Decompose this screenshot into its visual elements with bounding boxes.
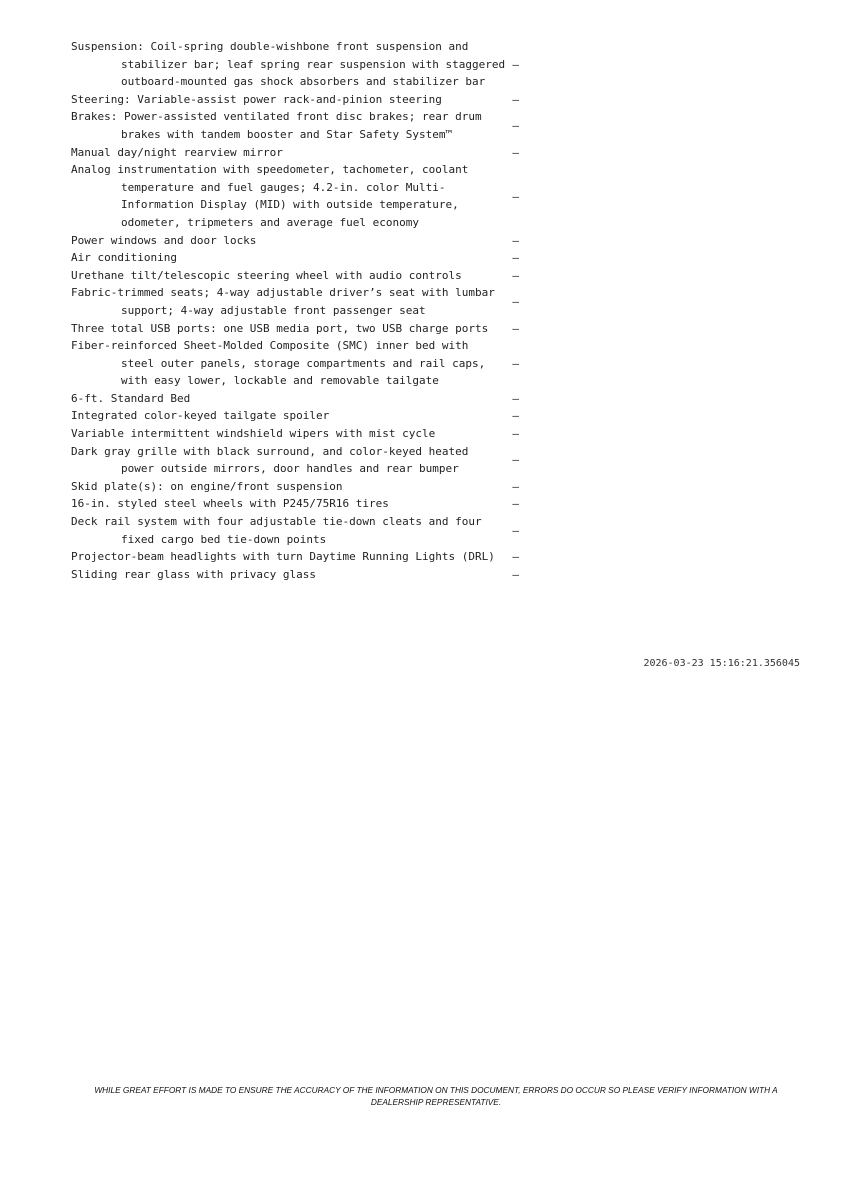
feature-availability: — xyxy=(512,391,519,405)
feature-row xyxy=(71,91,519,109)
feature-row xyxy=(71,284,519,319)
feature-availability: — xyxy=(512,119,519,133)
feature-description: Skid plate(s): on engine/front suspension xyxy=(71,479,343,493)
feature-availability: — xyxy=(512,233,519,247)
feature-description: Fiber-reinforced Sheet-Molded Composite (SMC) inner bed with steel outer panels, storage compartments and rail caps, with easy lower, lockable and removable tailgate xyxy=(71,339,486,388)
feature-availability: — xyxy=(512,427,519,441)
feature-description: 16-in. styled steel wheels with P245/75R16 tires xyxy=(71,497,389,511)
feature-description: Power windows and door locks xyxy=(71,233,257,247)
feature-availability: — xyxy=(512,567,519,581)
feature-row xyxy=(71,407,519,425)
feature-description: Variable intermittent windshield wipers with mist cycle xyxy=(71,427,436,441)
feature-row xyxy=(71,443,519,478)
feature-row xyxy=(71,249,519,267)
feature-description: Brakes: Power-assisted ventilated front disc brakes; rear drum brakes with tandem booster and Star Safety System™ xyxy=(71,110,482,141)
feature-description: Analog instrumentation with speedometer, tachometer, coolant temperature and fuel gauges; 4.2-in. color Multi-Information Display (MID) with outside temperature, odometer, tripmeters and average fuel economy xyxy=(71,163,469,229)
feature-row xyxy=(71,390,519,408)
feature-row xyxy=(71,337,519,390)
feature-description: Projector-beam headlights with turn Daytime Running Lights (DRL) xyxy=(71,550,495,564)
feature-availability: — xyxy=(512,268,519,282)
feature-description: Steering: Variable-assist power rack-and-pinion steering xyxy=(71,92,442,106)
feature-description: Air conditioning xyxy=(71,251,177,265)
feature-row xyxy=(71,108,519,143)
feature-row xyxy=(71,320,519,338)
feature-row xyxy=(71,232,519,250)
feature-availability: — xyxy=(512,189,519,203)
feature-description: Dark gray grille with black surround, and color-keyed heated power outside mirrors, door handles and rear bumper xyxy=(71,444,469,476)
feature-availability: — xyxy=(512,453,519,467)
feature-description: Sliding rear glass with privacy glass xyxy=(71,567,317,581)
feature-row xyxy=(71,513,519,548)
feature-row xyxy=(71,478,519,496)
feature-description: Suspension: Coil-spring double-wishbone front suspension and stabilizer bar; leaf spring rear suspension with staggered outboard-mounted gas shock absorbers and stabilizer bar xyxy=(71,40,506,89)
feature-row xyxy=(71,38,519,91)
feature-list xyxy=(71,38,519,583)
feature-description: Fabric-trimmed seats; 4-way adjustable driver’s seat with lumbar support; 4-way adjustable front passenger seat xyxy=(71,286,495,317)
feature-row xyxy=(71,267,519,285)
feature-availability: — xyxy=(512,497,519,511)
feature-row xyxy=(71,548,519,566)
feature-availability: — xyxy=(512,523,519,537)
feature-availability: — xyxy=(512,479,519,493)
feature-description: Three total USB ports: one USB media port, two USB charge ports xyxy=(71,321,489,335)
feature-description: Integrated color-keyed tailgate spoiler xyxy=(71,409,330,423)
feature-availability: — xyxy=(512,92,519,106)
feature-availability: — xyxy=(512,356,519,370)
print-timestamp: 2026-03-23 15:16:21.356045 xyxy=(643,658,800,669)
feature-availability: — xyxy=(512,295,519,309)
feature-availability: — xyxy=(512,145,519,159)
feature-availability: — xyxy=(512,409,519,423)
feature-description: Manual day/night rearview mirror xyxy=(71,145,283,159)
feature-availability: — xyxy=(512,321,519,335)
feature-availability: — xyxy=(512,550,519,564)
feature-availability: — xyxy=(512,251,519,265)
feature-row xyxy=(71,161,519,231)
feature-row xyxy=(71,144,519,162)
feature-description: Deck rail system with four adjustable tie-down cleats and four fixed cargo bed tie-down points xyxy=(71,515,482,546)
feature-description: Urethane tilt/telescopic steering wheel with audio controls xyxy=(71,268,462,282)
feature-row xyxy=(71,495,519,513)
feature-row xyxy=(71,425,519,443)
feature-description: 6-ft. Standard Bed xyxy=(71,391,191,405)
feature-row xyxy=(71,566,519,584)
disclaimer-footer: WHILE GREAT EFFORT IS MADE TO ENSURE THE ACCURACY OF THE INFORMATION ON THIS DOCUMENT, ERRORS DO OCCUR SO PLEASE VERIFY INFORMATION WITH A DEALERSHIP REPRESENTATIVE. xyxy=(94,1085,778,1107)
feature-availability: — xyxy=(512,57,519,71)
